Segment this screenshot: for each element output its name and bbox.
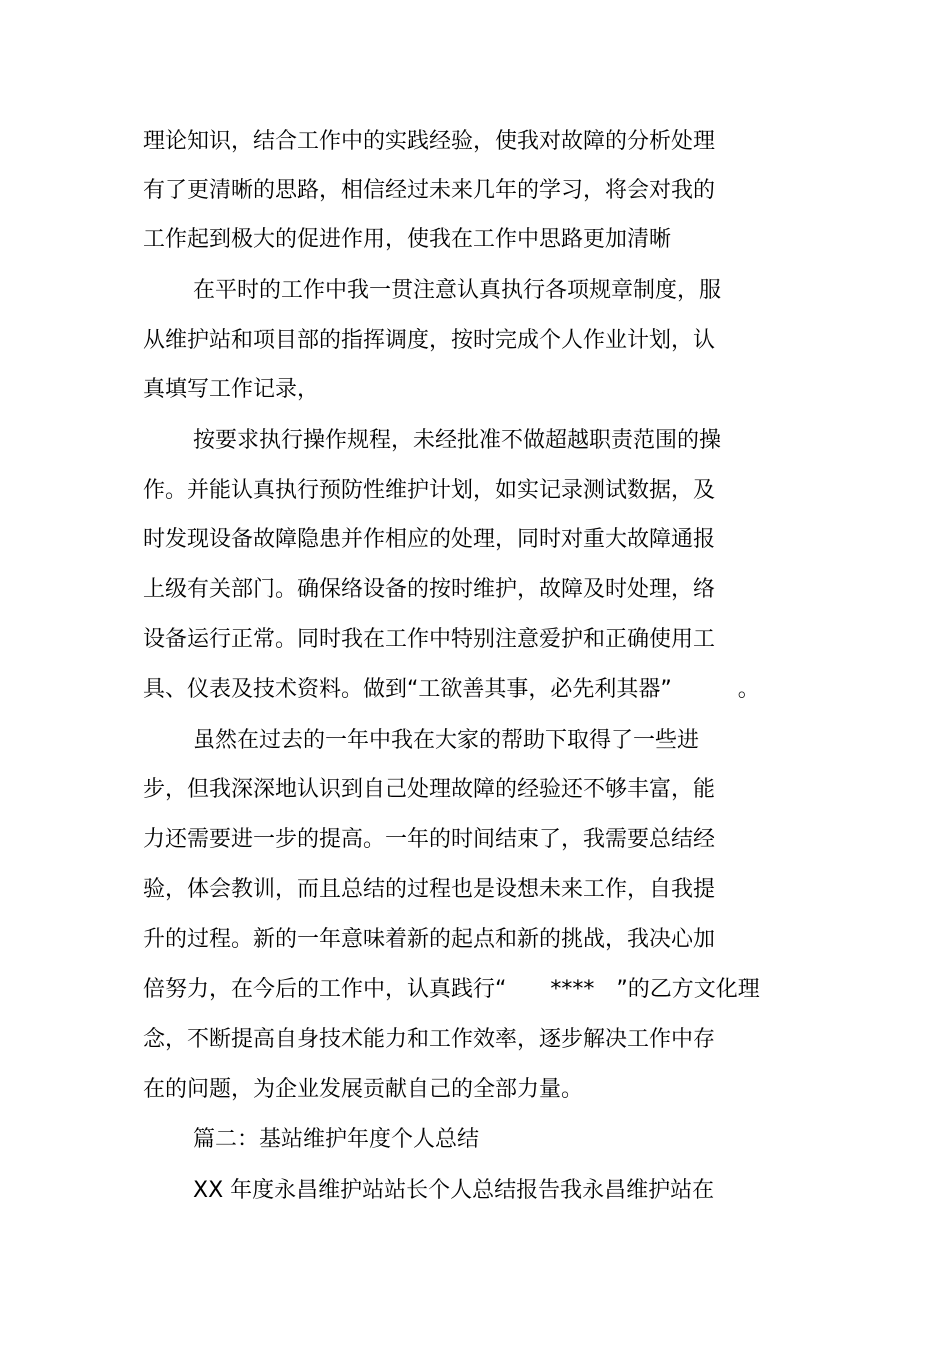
paragraph-start: 虽然在过去的一年中我在大家的帮助下取得了一些进 [193,728,700,753]
text-line: 步，但我深深地认识到自己处理故障的经验还不够丰富，能 [143,777,716,802]
text-line: 验，体会教训，而且总结的过程也是设想未来工作，自我提 [143,877,716,902]
paragraph-start: 在平时的工作中我一贯注意认真执行各项规章制度，服 [193,278,722,303]
text-line: 上级有关部门。确保络设备的按时维护，故障及时处理，络 [143,577,716,602]
text-line: 具、仪表及技术资料。做到“工欲善其事，必先利其器” 。 [143,677,760,702]
paragraph-start: 按要求执行操作规程，未经批准不做超越职责范围的操 [193,428,722,453]
text-line: 在的问题，为企业发展贡献自己的全部力量。 [143,1077,584,1102]
paragraph-start: XX 年度永昌维护站站长个人总结报告我永昌维护站在 [193,1178,715,1203]
text-line: 设备运行正常。同时我在工作中特别注意爱护和正确使用工 [143,627,716,652]
text-line: 升的过程。新的一年意味着新的起点和新的挑战，我决心加 [143,927,716,952]
text-line: 作。并能认真执行预防性维护计划，如实记录测试数据，及 [143,478,716,503]
text-line: 倍努力，在今后的工作中，认真践行“ **** ”的乙方文化理 [143,977,760,1002]
text-line: 时发现设备故障隐患并作相应的处理，同时对重大故障通报 [143,527,716,552]
text-line: 工作起到极大的促进作用，使我在工作中思路更加清晰 [143,227,672,252]
text-line: 真填写工作记录， [143,377,320,402]
text-line: 从维护站和项目部的指挥调度，按时完成个人作业计划，认 [143,328,716,353]
section-heading: 篇二：基站维护年度个人总结 [193,1127,480,1152]
text-line: 理论知识，结合工作中的实践经验，使我对故障的分析处理 [143,129,716,154]
text-line: 力还需要进一步的提高。一年的时间结束了，我需要总结经 [143,827,716,852]
text-line: 有了更清晰的思路，相信经过未来几年的学习，将会对我的 [143,178,716,203]
text-line: 念，不断提高自身技术能力和工作效率，逐步解决工作中存 [143,1027,716,1052]
